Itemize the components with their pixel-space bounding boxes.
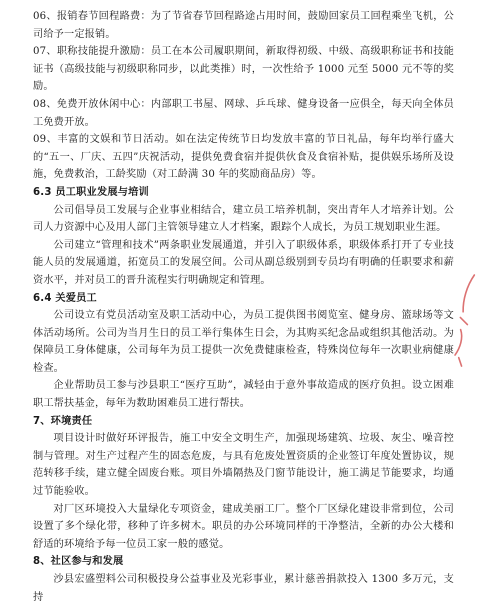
section-6-4-paragraph-2: 企业帮助员工参与沙县职工“医疗互助”，减轻由于意外事故造成的医疗负担。设立困难职工帮扶基金，每年为数助困难员工进行帮扶。 (33, 380, 454, 410)
item-09: 09、丰富的文娱和节日活动。如在法定传统节日均发放丰富的节日礼品，每年均举行盛大的“五一、厂庆、五四”庆祝活动，提供免费食宿并提供伙食及食宿补贴，提供娱乐场所及设施，免费救治，工龄奖励（对工龄满 30 年的奖励商品房）等。 (33, 134, 454, 181)
section-6-4-title: 6.4 关爱员工 (33, 292, 97, 304)
item-07: 07、职称技能提升激励：员工在本公司履职期间，新取得初级、中级、高级职称证书和技能证书（高级技能与初级职称同步，以此类推）时，一次性给予 1000 元至 5000 元不等的奖励。 (33, 46, 454, 93)
item-08: 08、免费开放休闲中心：内部职工书屋、网球、乒乓球、健身设备一应俱全，每天向全体员工免费开放。 (33, 98, 454, 128)
section-6-4-paragraph-1: 公司设立有党员活动室及职工活动中心，为员工提供图书阅览室、健身房、篮球场等文体活动场所。公司为当月生日的员工举行集体生日会，为其购买纪念品或组织其他活动。为保障员工身体健康，公司每年为员工提供一次免费健康检查，特殊岗位每年一次职业病健康检查。 (33, 310, 454, 374)
section-6-3-paragraph-2: 公司建立“管理和技术”两条职业发展通道，并引入了职级体系，职级体系打开了专业技能人员的发展通道，拓宽员工的发展空间。公司从副总级别到专员均有明确的任职要求和薪资水平，并对员工的晋升流程实行明确规定和管理。 (33, 239, 454, 286)
section-7-paragraph-1: 项目设计时做好环评报告，施工中安全文明生产，加强现场建筑、垃圾、灰尘、噪音控制与管理。对生产过程产生的固态危废，与具有危废处置资质的企业签订年度处置协议，规范转移手续，建立健全固废台账。项目外墙隔热及门窗节能设计，施工满足节能要求，均通过节能验收。 (33, 433, 454, 498)
section-6-3-paragraph-1: 公司倡导员工发展与企业事业相结合，建立员工培养机制，突出青年人才培养计划。公司人力资源中心及用人部门主管领导建立人才档案，跟踪个人成长，为员工规划职业生涯。 (33, 204, 454, 234)
section-7-paragraph-2: 对厂区环境投入大量绿化专项资金，建成美丽工厂。整个厂区绿化建设非常到位，公司设置了多个绿化带，移种了许多树木。职员的办公环境同样的干净整洁，全新的办公大楼和舒适的环境给予每一位员工家一般的感觉。 (33, 503, 454, 550)
item-06: 06、报销春节回程路费：为了节省春节回程路途占用时间，鼓励回家员工回程乘坐飞机，公司给予一定报销。 (33, 11, 454, 40)
section-6-3-title: 6.3 员工职业发展与培训 (33, 186, 149, 198)
section-8-paragraph-1: 沙县宏盛塑料公司积极投身公益事业及光彩事业，累计慈善捐款投入 1300 多万元，支持 (33, 574, 454, 603)
section-8-title: 8、社区参与和发展 (33, 556, 124, 568)
section-7-title: 7、环境责任 (33, 415, 93, 427)
